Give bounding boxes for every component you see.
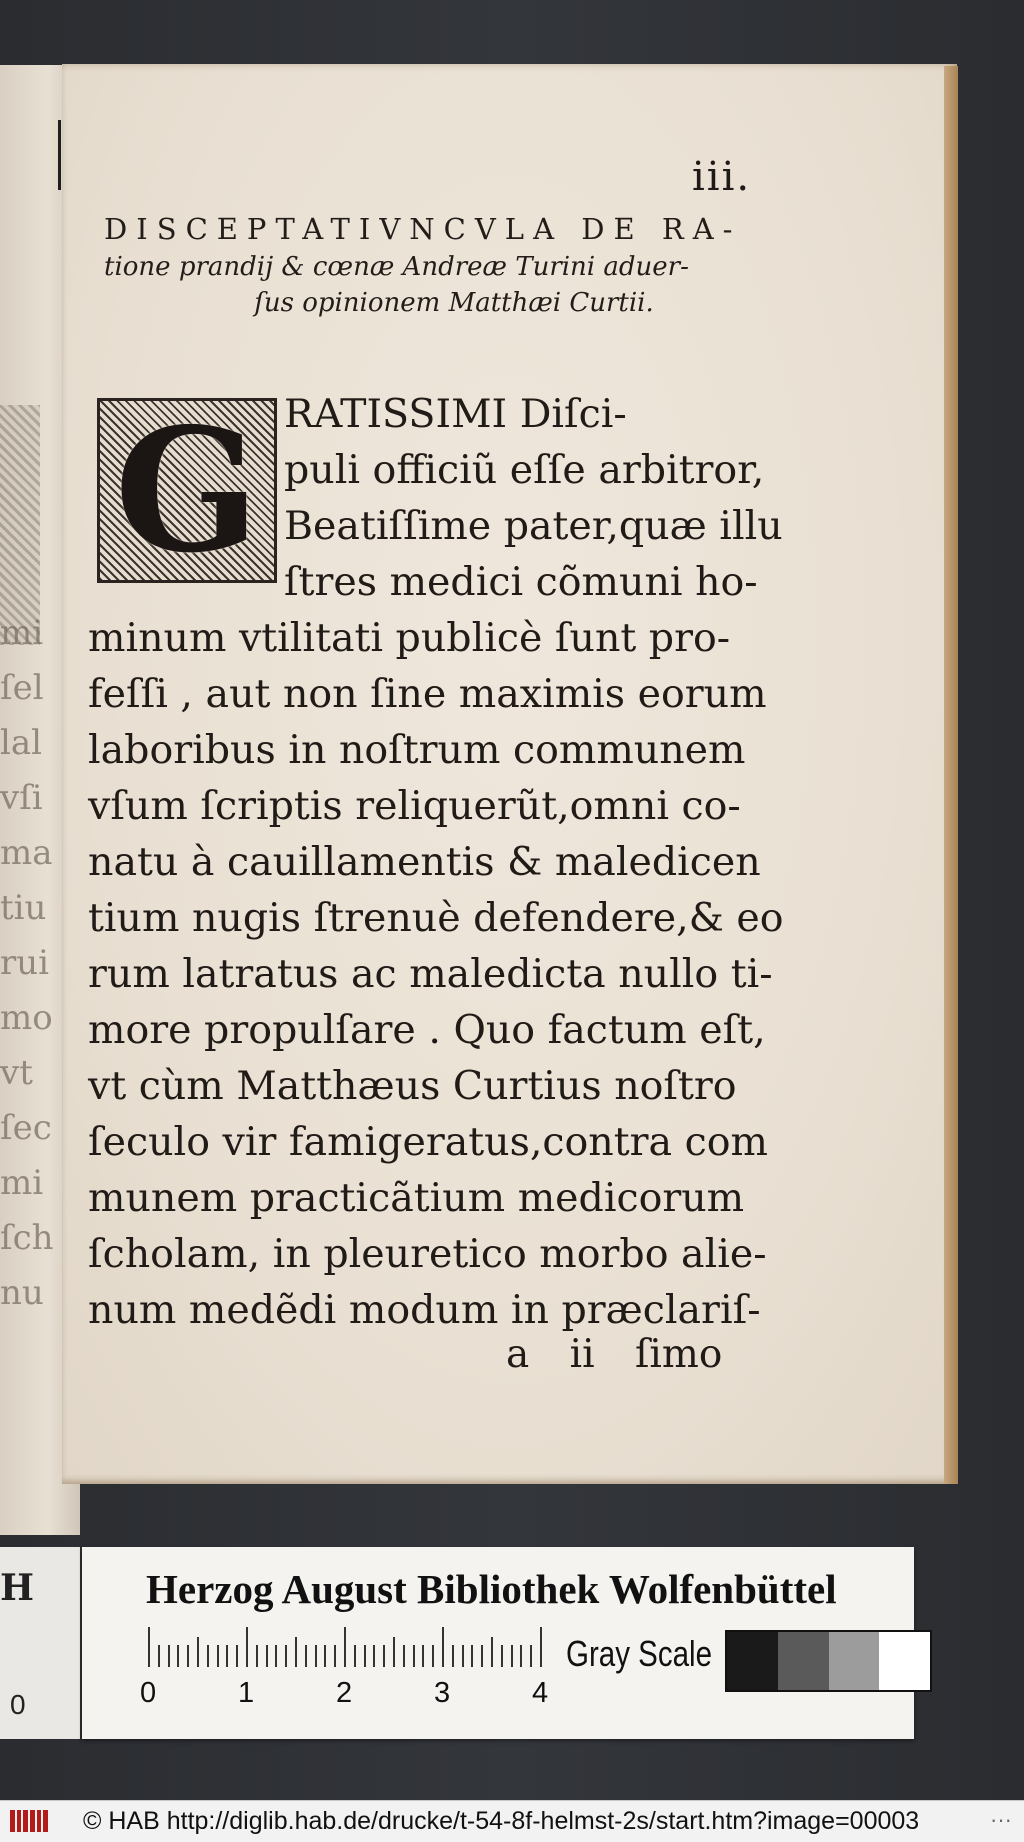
ruler-tick xyxy=(471,1645,473,1667)
catchword: a ii ſimo xyxy=(506,1332,723,1377)
library-name: Herzog August Bibliothek Wolfenbüttel xyxy=(146,1566,837,1612)
adjacent-page-text: rui xyxy=(0,943,50,983)
text-line: RATISSIMI Diſci- xyxy=(284,391,627,437)
chapter-heading xyxy=(104,212,764,318)
ruler-tick xyxy=(324,1645,326,1667)
ruler-tick xyxy=(354,1645,356,1667)
body-text xyxy=(88,386,784,1338)
ruler-tick xyxy=(236,1645,238,1667)
text-line: feſſi , aut non ſine maximis eorum xyxy=(88,671,767,717)
adjacent-page-text: tiu xyxy=(0,888,47,928)
ruler-tick xyxy=(158,1645,160,1667)
ruler-tick xyxy=(266,1645,268,1667)
gray-scale-label: Gray Scale xyxy=(566,1633,713,1674)
ruler-tick xyxy=(511,1645,513,1667)
text-line: minum vtilitati publicè ſunt pro- xyxy=(88,615,731,661)
ruler-tick xyxy=(344,1627,346,1667)
text-line: rum latratus ac maledicta nullo ti- xyxy=(88,951,773,997)
text-line: ſtres medici cõmuni ho- xyxy=(284,559,758,605)
text-line: puli officiũ eſſe arbitror, xyxy=(284,447,765,493)
adjacent-page-text: mo xyxy=(0,998,53,1038)
ruler-tick xyxy=(148,1627,150,1667)
ruler-tick xyxy=(373,1645,375,1667)
ruler-tick xyxy=(413,1645,415,1667)
text-line: num medẽdi modum in præclariſ- xyxy=(88,1287,761,1333)
ruler-number: 2 xyxy=(336,1677,353,1709)
adjacent-page-text: ſec xyxy=(0,1108,52,1148)
ruler-tick xyxy=(305,1645,307,1667)
text-line: vſum ſcriptis reliquerũt,omni co- xyxy=(88,783,741,829)
footer-copyright-link[interactable]: © HAB http://diglib.hab.de/drucke/t-54-8f-helmst-2s/start.htm?image=00003 xyxy=(83,1807,920,1835)
ruler-tick xyxy=(246,1627,248,1667)
ruler-number: 3 xyxy=(434,1677,451,1709)
card-fragment-number: 0 xyxy=(10,1689,26,1720)
text-line: ſcholam, in pleuretico morbo alie- xyxy=(88,1231,767,1277)
ruler-tick xyxy=(226,1645,228,1667)
text-line: munem practicãtium medicorum xyxy=(88,1175,745,1221)
ruler-tick xyxy=(520,1645,522,1667)
adjacent-page-text: vſi xyxy=(0,778,43,818)
ruler-tick xyxy=(442,1627,444,1667)
heading-line-1: DISCEPTATIVNCVLA DE RA- xyxy=(104,212,742,246)
ruler-tick xyxy=(452,1645,454,1667)
hab-logo-icon[interactable] xyxy=(10,1810,48,1832)
ruler-tick xyxy=(177,1645,179,1667)
adjacent-page-text: mi xyxy=(0,1163,44,1203)
adjacent-page-text: ſch xyxy=(0,1218,54,1258)
heading-line-2: tione prandij & cœnæ Andreæ Turini aduer- xyxy=(104,252,689,282)
footer-bar xyxy=(0,1800,1024,1842)
ruler-tick xyxy=(540,1627,542,1667)
adjacent-page-text: lal xyxy=(0,723,43,763)
gray-swatch xyxy=(879,1632,930,1690)
heading-line-3: ſus opinionem Matthæi Curtii. xyxy=(254,288,654,318)
text-line: vt cùm Matthæus Curtius noſtro xyxy=(88,1063,737,1109)
ruler-tick xyxy=(491,1637,493,1667)
text-line: Beatiſſime pater,quæ illu xyxy=(284,503,783,549)
scale-ruler xyxy=(140,1627,558,1709)
ruler-number: 4 xyxy=(532,1677,549,1709)
ruler-number: 1 xyxy=(238,1677,255,1709)
ruler-tick xyxy=(334,1645,336,1667)
adjacent-page-text: ma xyxy=(0,833,53,873)
text-line: tium nugis ſtrenuè defendere,& eo xyxy=(88,895,784,941)
ruler-tick xyxy=(383,1645,385,1667)
text-line: laboribus in noſtrum communem xyxy=(88,727,746,773)
ruler-tick xyxy=(422,1645,424,1667)
ruler-tick xyxy=(295,1637,297,1667)
ruler-tick xyxy=(530,1645,532,1667)
folio-number: iii. xyxy=(692,154,752,200)
gray-swatch xyxy=(727,1632,778,1690)
card-fragment-letter: H xyxy=(0,1567,35,1609)
page-edge xyxy=(944,66,958,1484)
adjacent-page-text: mi xyxy=(0,613,44,653)
text-line: ſeculo vir famigeratus,contra com xyxy=(88,1119,768,1165)
ruler-tick xyxy=(285,1645,287,1667)
text-line: more propulſare . Quo factum eſt, xyxy=(88,1007,766,1053)
ruler-tick xyxy=(207,1645,209,1667)
ruler-tick xyxy=(168,1645,170,1667)
ruler-tick xyxy=(217,1645,219,1667)
adjacent-color-card-fragment xyxy=(0,1547,80,1739)
ruler-tick xyxy=(462,1645,464,1667)
adjacent-page-text: vt xyxy=(0,1053,33,1093)
adjacent-page-text: nu xyxy=(0,1273,44,1313)
ruler-tick xyxy=(315,1645,317,1667)
more-menu-icon[interactable]: ··· xyxy=(990,1807,1012,1832)
ruler-tick xyxy=(364,1645,366,1667)
ruler-tick xyxy=(275,1645,277,1667)
ruler-number: 0 xyxy=(140,1677,157,1709)
ruler-tick xyxy=(187,1645,189,1667)
binding-mark xyxy=(58,120,61,190)
color-calibration-card xyxy=(82,1547,914,1739)
initial-letter: G xyxy=(114,398,260,583)
ruler-tick xyxy=(197,1637,199,1667)
ruler-tick xyxy=(501,1645,503,1667)
adjacent-page-initial xyxy=(0,405,40,645)
ruler-tick xyxy=(481,1645,483,1667)
gray-swatch xyxy=(778,1632,829,1690)
text-line: natu à cauillamentis & maledicen xyxy=(88,839,761,885)
ruler-tick xyxy=(393,1637,395,1667)
ruler-tick xyxy=(403,1645,405,1667)
ruler-tick xyxy=(256,1645,258,1667)
gray-swatch xyxy=(829,1632,880,1690)
ruler-tick xyxy=(432,1645,434,1667)
gray-scale-swatches xyxy=(725,1630,932,1692)
adjacent-page-text: ſel xyxy=(0,668,44,708)
